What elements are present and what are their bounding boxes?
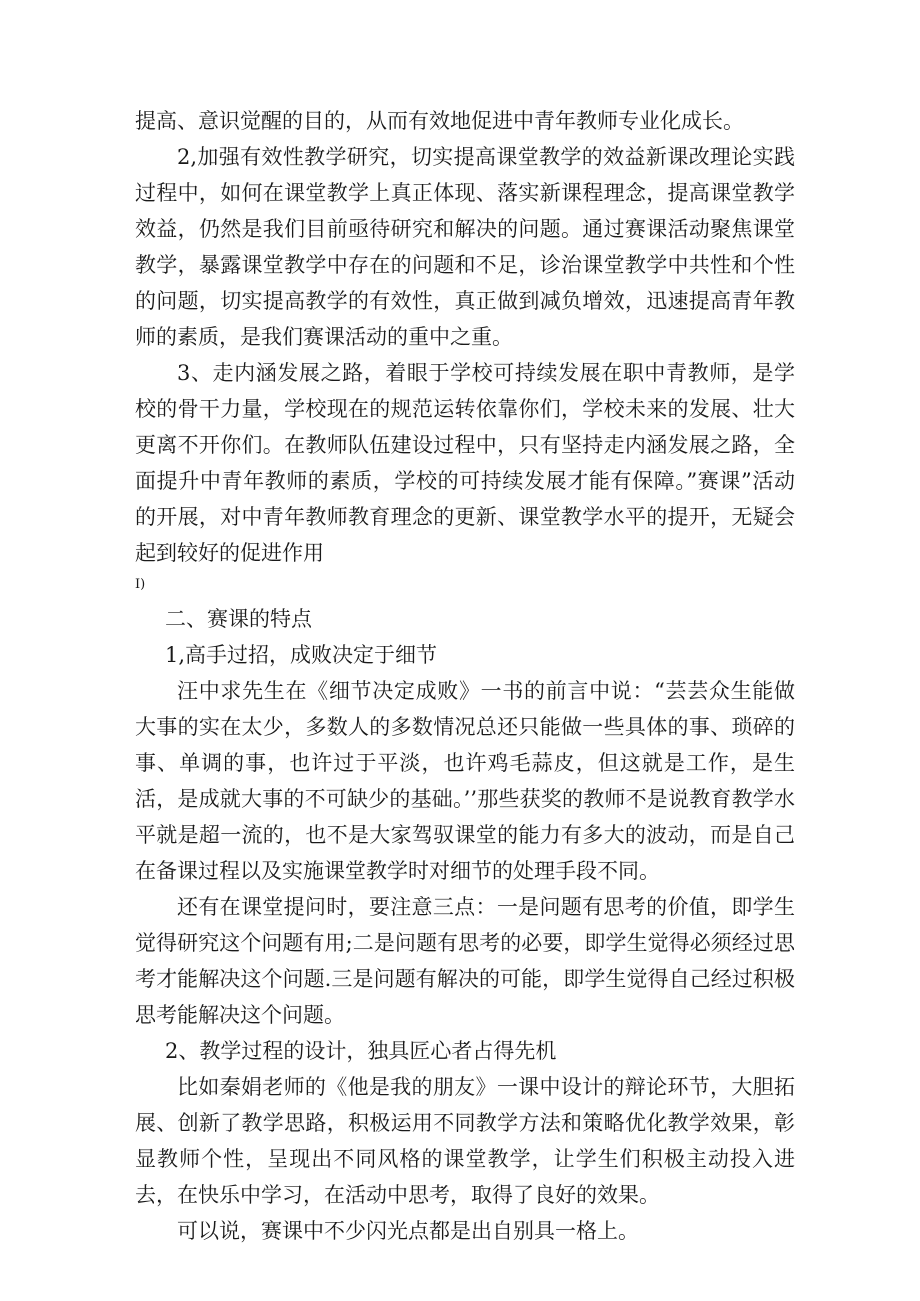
document-body [135,103,795,1249]
section-heading-features: 二、赛课的特点 [165,607,312,631]
paragraph-details-quote: 汪中求先生在《细节决定成败》一书的前言中说：“芸芸众生能做大事的实在太少，多数人的多数情况总还只能做一些具体的事、琐碎的事、单调的事，也许过于平淡，也许鸡毛蒜皮，但这就是工作，是生活，是成就大事的不可缺少的基础。’’那些获奖的教师不是说教育教学水平就是超一流的，也不是大家驾驭课堂的能力有多大的波动，而是自己在备课过程以及实施课堂教学时对细节的处理手段不同。 [135,679,795,883]
paragraph-continuation: 提高、意识觉醒的目的，从而有效地促进中青年教师专业化成长。 [135,109,744,133]
subheading-design: 2、教学过程的设计，独具匠心者占得先机 [165,1039,557,1063]
paragraph-example-lesson: 比如秦娟老师的《他是我的朋友》一课中设计的辩论环节，大胆拓展、创新了教学思路，积极运用不同教学方法和策略优化教学效果，彰显教师个性，呈现出不同风格的课堂教学，让学生们积极主动投入进去，在快乐中学习，在活动中思考，取得了良好的效果。 [135,1075,795,1207]
paragraph-effective-teaching: 2,加强有效性教学研究，切实提高课堂教学的效益新课改理论实践过程中，如何在课堂教学上真正体现、落实新课程理念，提高课堂教学效益，仍然是我们目前亟待研究和解决的问题。通过赛课活动聚焦课堂教学，暴露课堂教学中存在的问题和不足，诊治课堂教学中共性和个性的问题，切实提高教学的有效性，真正做到减负增效，迅速提高青年教师的素质，是我们赛课活动的重中之重。 [135,145,795,349]
subheading-details: 1,高手过招，成败决定于细节 [165,643,438,667]
paragraph-conclusion: 可以说，赛课中不少闪光点都是出自别具一格上。 [177,1219,639,1243]
paragraph-connotative-development: 3、走内涵发展之路，着眼于学校可持续发展在职中青教师，是学校的骨干力量，学校现在的规范运转依靠你们，学校未来的发展、壮大更离不开你们。在教师队伍建设过程中，只有坚持走内涵发展之路，全面提升中青年教师的素质，学校的可持续发展才能有保障。”赛课”活动的开展，对中青年教师教育理念的更新、课堂教学水平的提开，无疑会起到较好的促进作用 [135,361,795,565]
paragraph-questioning: 还有在课堂提问时，要注意三点：一是问题有思考的价值，即学生觉得研究这个问题有用;二是问题有思考的必要，即学生觉得必须经过思考才能解决这个问题.三是问题有解决的可能，即学生觉得自己经过积极思考能解决这个问题。 [135,895,795,1027]
paragraph-fragment: I) [135,577,146,592]
